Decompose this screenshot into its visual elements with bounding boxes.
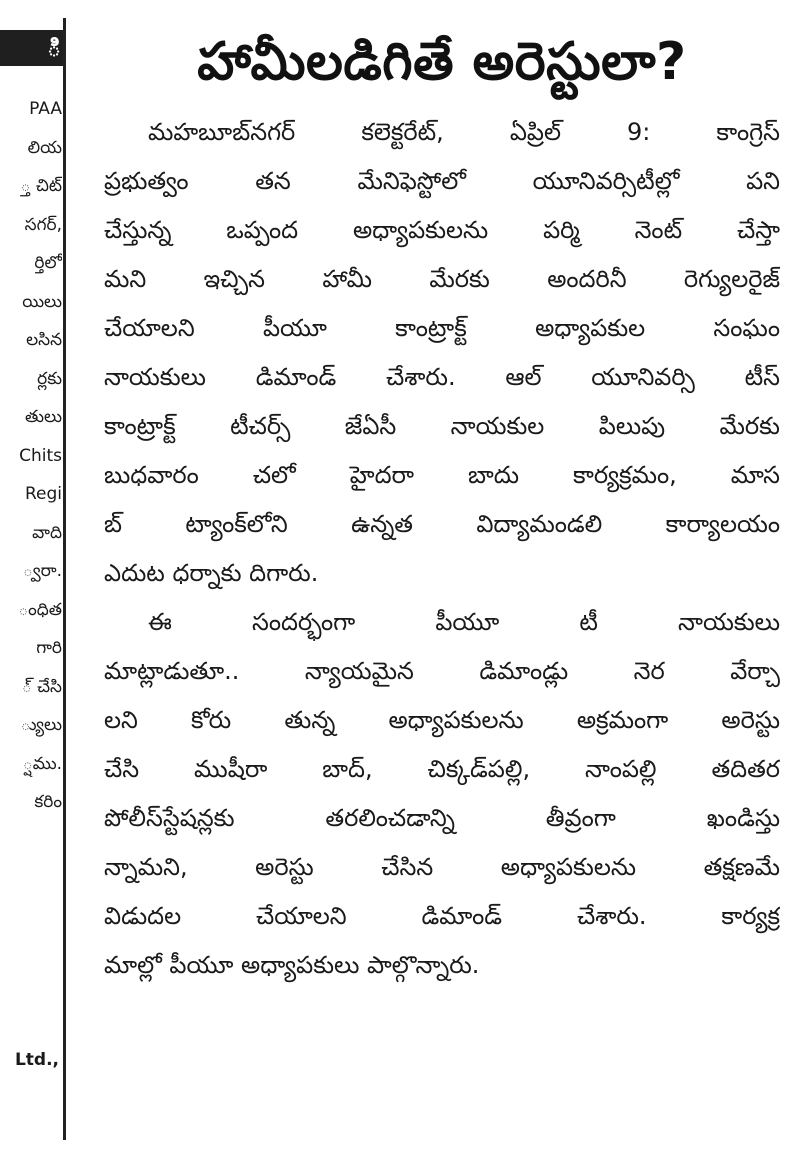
adjacent-column-line: తులు [24, 407, 62, 427]
article-line: మాట్లాడుతూ.. న్యాయమైన డిమాండ్లు నెర వేర్చా [104, 657, 780, 685]
article-line: బ్ ట్యాంక్‌లోని ఉన్నత విద్యామండలి కార్యాలయం [104, 510, 780, 538]
adjacent-column-line: ర్తిలో [34, 253, 62, 273]
article-line: ఎదుట ధర్నాకు దిగారు. [104, 559, 319, 587]
article-line: చేస్తున్న ఒప్పంద అధ్యాపకులను పర్మి నెంట్ చేస్తా [104, 216, 780, 244]
adjacent-column-line: ర్లకు [37, 368, 62, 389]
adjacent-column-line: ్యులు [20, 715, 62, 735]
adjacent-column-line: ంధిత [18, 599, 62, 620]
article-line: నాయకులు డిమాండ్ చేశారు. ఆల్ యూనివర్సి టీస్ [104, 363, 780, 391]
adjacent-column-header: ి [0, 30, 63, 66]
adjacent-column-footer: Ltd., [14, 1050, 59, 1070]
adjacent-column-line: వాది [32, 522, 62, 543]
adjacent-column-lines [0, 90, 62, 822]
article-line: మహబూబ్‌నగర్ కలెక్టరేట్, ఏప్రిల్ 9: కాంగ్రెస్ [148, 118, 780, 146]
adjacent-column [0, 18, 66, 1140]
adjacent-column-line: కరిం [34, 792, 62, 812]
adjacent-column-line: ్వరా. [23, 561, 62, 581]
article-line: చేసి ముషీరా బాద్, చిక్కడ్‌పల్లి, నాంపల్లి తదితర [104, 755, 780, 783]
adjacent-column-line: ్షము. [22, 753, 62, 774]
article-line: విడుదల చేయాలని డిమాండ్ చేశారు. కార్యక్ర [104, 902, 780, 930]
adjacent-column-line: ్త చిట్ [20, 176, 62, 196]
article-line: మని ఇచ్చిన హామీ మేరకు అందరినీ రెగ్యులరైజ్ [104, 265, 780, 293]
article-body [104, 108, 780, 990]
adjacent-column-line: సగర్, [24, 214, 62, 235]
adjacent-column-line: గారి [36, 638, 62, 658]
article-line: న్నామని, అరెస్టు చేసిన అధ్యాపకులను తక్షణమే [104, 853, 780, 881]
news-article [104, 30, 780, 990]
article-line: బుధవారం చలో హైదరా బాదు కార్యక్రమం, మాస [104, 461, 780, 489]
article-line: ప్రభుత్వం తన మేనిఫెస్టోలో యూనివర్సిటీల్లో పని [104, 167, 780, 195]
article-line: కాంట్రాక్ట్ టీచర్స్ జేఏసీ నాయకుల పిలుపు మేరకు [104, 412, 780, 440]
adjacent-column-line: లియ [27, 137, 62, 158]
adjacent-column-line: Regi [24, 484, 62, 504]
article-headline: హామీలడిగితే అరెస్టులా? [197, 32, 687, 92]
article-line: ఈ సందర్భంగా పీయూ టీ నాయకులు [148, 608, 780, 636]
adjacent-column-line: PAA [29, 99, 62, 119]
article-line: పోలీస్‌స్టేషన్లకు తరలించడాన్ని తీవ్రంగా ఖండిస్తు [104, 804, 780, 832]
adjacent-column-line: ్ చేసి [21, 676, 62, 697]
article-line: మాల్లో పీయూ అధ్యాపకులు పాల్గొన్నారు. [104, 951, 480, 979]
adjacent-column-line: Chits [19, 445, 62, 466]
adjacent-column-line: లసిన [26, 330, 62, 350]
article-line: లని కోరు తున్న అధ్యాపకులను అక్రమంగా అరెస్టు [104, 706, 780, 734]
adjacent-column-line: యిలు [22, 291, 62, 312]
article-line: చేయాలని పీయూ కాంట్రాక్ట్ అధ్యాపకుల సంఘం [104, 314, 780, 342]
